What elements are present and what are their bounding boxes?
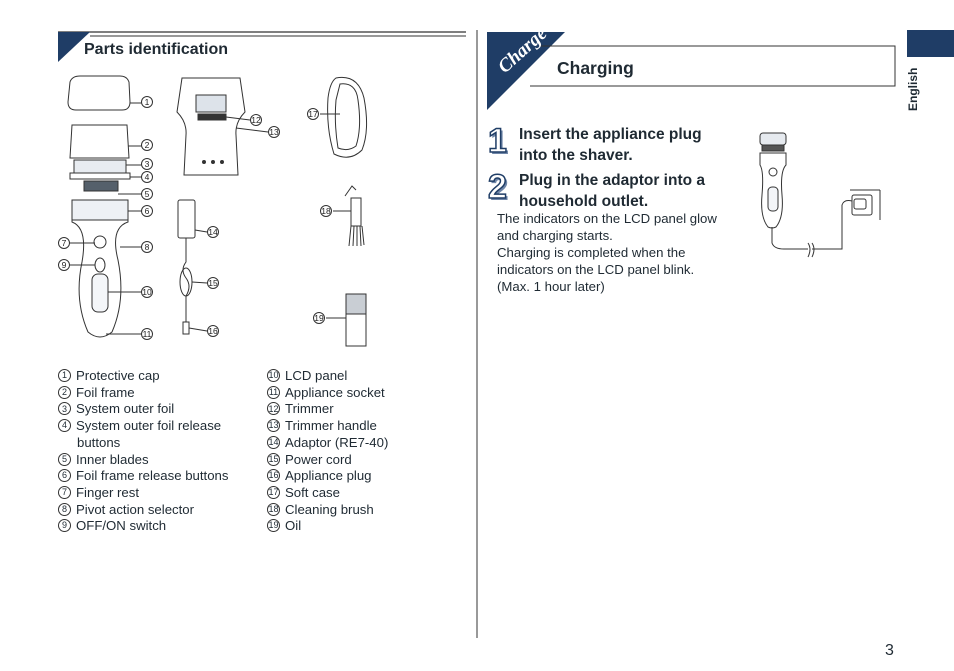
callout-1: 1 [141, 96, 153, 108]
step-1-text: Insert the appliance plug into the shaver. [519, 126, 702, 164]
charging-title: Charging [557, 58, 634, 78]
charging-description: The indicators on the LCD panel glow and charging starts. Charging is completed when the indicators on the LCD panel blink. (Max. 1 hour later) [497, 211, 717, 294]
callout-18: 18 [321, 206, 331, 216]
legend-item: 18 Cleaning brush [268, 501, 374, 517]
legend-item: 1 Protective cap [58, 368, 258, 385]
callout-6: 6 [141, 205, 153, 217]
step-1-number: 1 [488, 122, 507, 160]
legend-item-continued: buttons [77, 434, 121, 450]
parts-legend-right [267, 368, 467, 535]
parts-legend-left [58, 368, 258, 535]
protective-cap-drawing [68, 76, 130, 110]
soft-case-drawing [328, 77, 367, 157]
callout-5: 5 [141, 188, 153, 200]
legend-item: 4 System outer foil release [58, 418, 258, 435]
callout-13: 13 [269, 127, 279, 137]
callout-11: 11 [142, 329, 152, 339]
oil-drawing [346, 294, 366, 314]
legend-item: 19 Oil [268, 518, 302, 534]
legend-item: 8 Pivot action selector [58, 502, 258, 519]
legend-item: 3 System outer foil [58, 401, 258, 418]
callout-12: 12 [251, 115, 261, 125]
callout-14: 14 [208, 227, 218, 237]
legend-item: 14 Adaptor (RE7-40) [268, 434, 389, 450]
callout-3: 3 [141, 158, 153, 170]
charge-tab-label: Charge [494, 23, 552, 78]
cleaning-brush-drawing [351, 198, 361, 226]
callout-16: 16 [208, 326, 218, 336]
legend-item: 10 LCD panel [268, 368, 348, 383]
legend-item: 12 Trimmer [268, 401, 334, 417]
callout-9: 9 [58, 259, 70, 271]
trimmer-view-drawing [177, 78, 245, 175]
page-number: 3 [885, 642, 894, 659]
legend-item: 2 Foil frame [58, 385, 258, 402]
power-cord-drawing [183, 238, 189, 322]
foil-frame-drawing [70, 125, 129, 158]
legend-item: 9 OFF/ON switch [58, 518, 258, 535]
legend-item: 11 Appliance socket [268, 384, 385, 400]
legend-item: 13 Trimmer handle [268, 418, 377, 434]
adaptor-drawing [178, 200, 195, 238]
callout-19: 19 [314, 313, 324, 323]
legend-item: 6 Foil frame release buttons [58, 468, 258, 485]
step-2-text: Plug in the adaptor into a household outlet. [519, 172, 705, 210]
parts-title: Parts identification [84, 41, 229, 58]
legend-item: 17 Soft case [268, 484, 340, 500]
callout-4: 4 [141, 171, 153, 183]
legend-item: 5 Inner blades [58, 452, 258, 469]
callout-17: 17 [308, 109, 318, 119]
callout-8: 8 [141, 241, 153, 253]
callout-10: 10 [142, 287, 152, 297]
step-2-number: 2 [488, 168, 507, 206]
outer-foil-drawing [74, 160, 126, 174]
legend-item: 7 Finger rest [58, 485, 258, 502]
parts-illustration [0, 0, 477, 360]
inner-blades-drawing [84, 181, 118, 191]
callout-15: 15 [208, 278, 218, 288]
callout-7: 7 [58, 237, 70, 249]
charging-illustration [750, 125, 890, 270]
legend-item: 15 Power cord [268, 451, 352, 467]
language-tab: English [906, 67, 920, 111]
legend-item: 16 Appliance plug [268, 468, 372, 484]
callout-2: 2 [141, 139, 153, 151]
